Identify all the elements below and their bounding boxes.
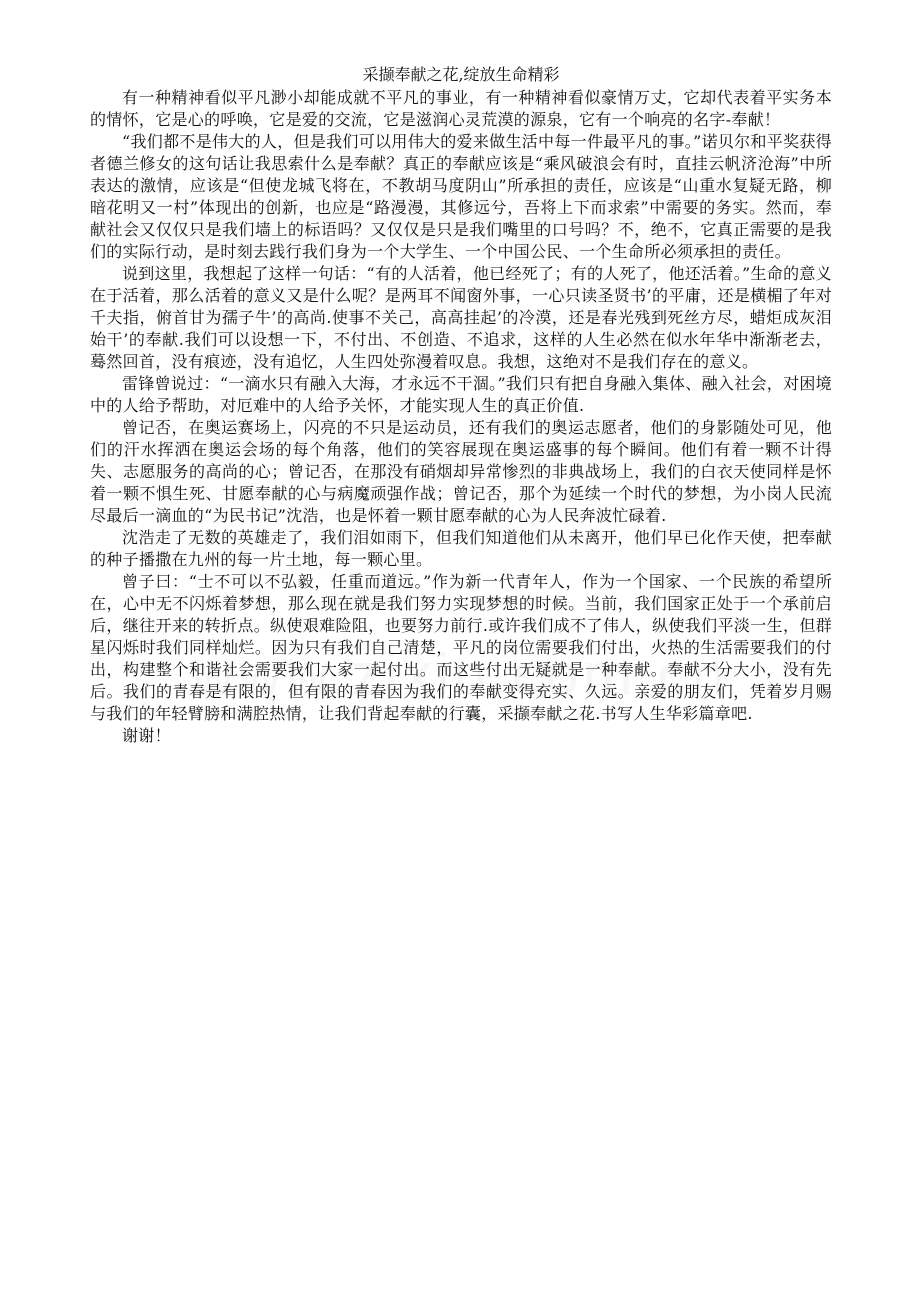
paragraph-shen-hao: 沈浩走了无数的英雄走了，我们泪如雨下，但我们知道他们从未离开，他们早已化作天使，把奉献的种子播撒在九州的每一片土地，每一颗心里。 — [90, 528, 832, 569]
paragraph-intro: 有一种精神看似平凡渺小却能成就不平凡的事业，有一种精神看似豪情万丈，它却代表着平实务本的情怀，它是心的呼唤，它是爱的交流，它是滋润心灵荒漠的源泉，它有一个响亮的名字-奉献！ — [90, 88, 832, 129]
paragraph-remember: 曾记否，在奥运赛场上，闪亮的不只是运动员，还有我们的奥运志愿者，他们的身影随处可见，他们的汗水挥洒在奥运会场的每个角落，他们的笑容展现在奥运盛事的每个瞬间。他们有着一颗不计得失、志愿服务的高尚的心；曾记否，在那没有硝烟却异常惨烈的非典战场上，我们的白衣天使同样是怀着一颗不惧生死、甘愿奉献的心与病魔顽强作战；曾记否，那个为延续一个时代的梦想，为小岗人民流尽最后一滴血的“为民书记”沈浩，也是怀着一颗甘愿奉献的心为人民奔波忙碌着. — [90, 418, 832, 525]
document-title: 采撷奉献之花,绽放生命精彩 — [362, 65, 560, 84]
paragraph-zengzi: 曾子曰：“士不可以不弘毅，任重而道远。”作为新一代青年人，作为一个国家、一个民族的希望所在，心中无不闪烁着梦想，那么现在就是我们努力实现梦想的时候。当前，我们国家正处于一个承前启后，继往开来的转折点。纵使艰难险阻，也要努力前行.或许我们成不了伟人，纵使我们平淡一生，但群星闪烁时我们同样灿烂。因为只有我们自己清楚，平凡的岗位需要我们付出，火热的生活需要我们的付出，构建整个和谐社会需要我们大家一起付出。而这些付出无疑就是一种奉献。奉献不分大小，没有先后。我们的青春是有限的，但有限的青春因为我们的奉献变得充实、久远。亲爱的朋友们，凭着岁月赐与我们的年轻臂膀和满腔热情，让我们背起奉献的行囊，采撷奉献之花.书写人生华彩篇章吧. — [90, 572, 832, 723]
paragraph-thanks: 谢谢！ — [122, 726, 171, 745]
paragraph-meaning-of-life: 说到这里，我想起了这样一句话：“有的人活着，他已经死了；有的人死了，他还活着。”生命的意义在于活着，那么活着的意义又是什么呢？是两耳不闻窗外事，一心只读圣贤书’的平庸，还是横楣了年对千夫指，俯首甘为孺子牛’的高尚.使事不关己，高高挂起’的冷漠，还是春光残到死丝方尽，蜡炬成灰泪始干’的奉献.我们可以设想一下，不付出、不创造、不追求，这样的人生必然在似水年华中渐渐老去，蓦然回首，没有痕迹，没有追忆，人生四处弥漫着叹息。我想，这绝对不是我们存在的意义。 — [90, 264, 832, 371]
document-page — [90, 62, 832, 747]
paragraph-teresa-quote: “我们都不是伟大的人，但是我们可以用伟大的爱来做生活中每一件最平凡的事。”诺贝尔和平奖获得者德兰修女的这句话让我思索什么是奉献？真正的奉献应该是“乘风破浪会有时，直挂云帆济沧海”中所表达的激情，应该是“但使龙城飞将在，不教胡马度阴山”所承担的责任，应该是“山重水复疑无路，柳暗花明又一村”体现出的创新，也应是“路漫漫，其修远兮，吾将上下而求索”中需要的务实。然而，奉献社会又仅仅只是我们墙上的标语吗？又仅仅是只是我们嘴里的口号吗？不，绝不，它真正需要的是我们的实际行动，是时刻去践行我们身为一个大学生、一个中国公民、一个生命所必须承担的责任。 — [90, 132, 832, 261]
paragraph-lei-feng: 雷锋曾说过：“一滴水只有融入大海，才永远不干涸。”我们只有把自身融入集体、融入社会，对困境中的人给予帮助，对厄难中的人给予关怀，才能实现人生的真正价值. — [90, 374, 832, 415]
